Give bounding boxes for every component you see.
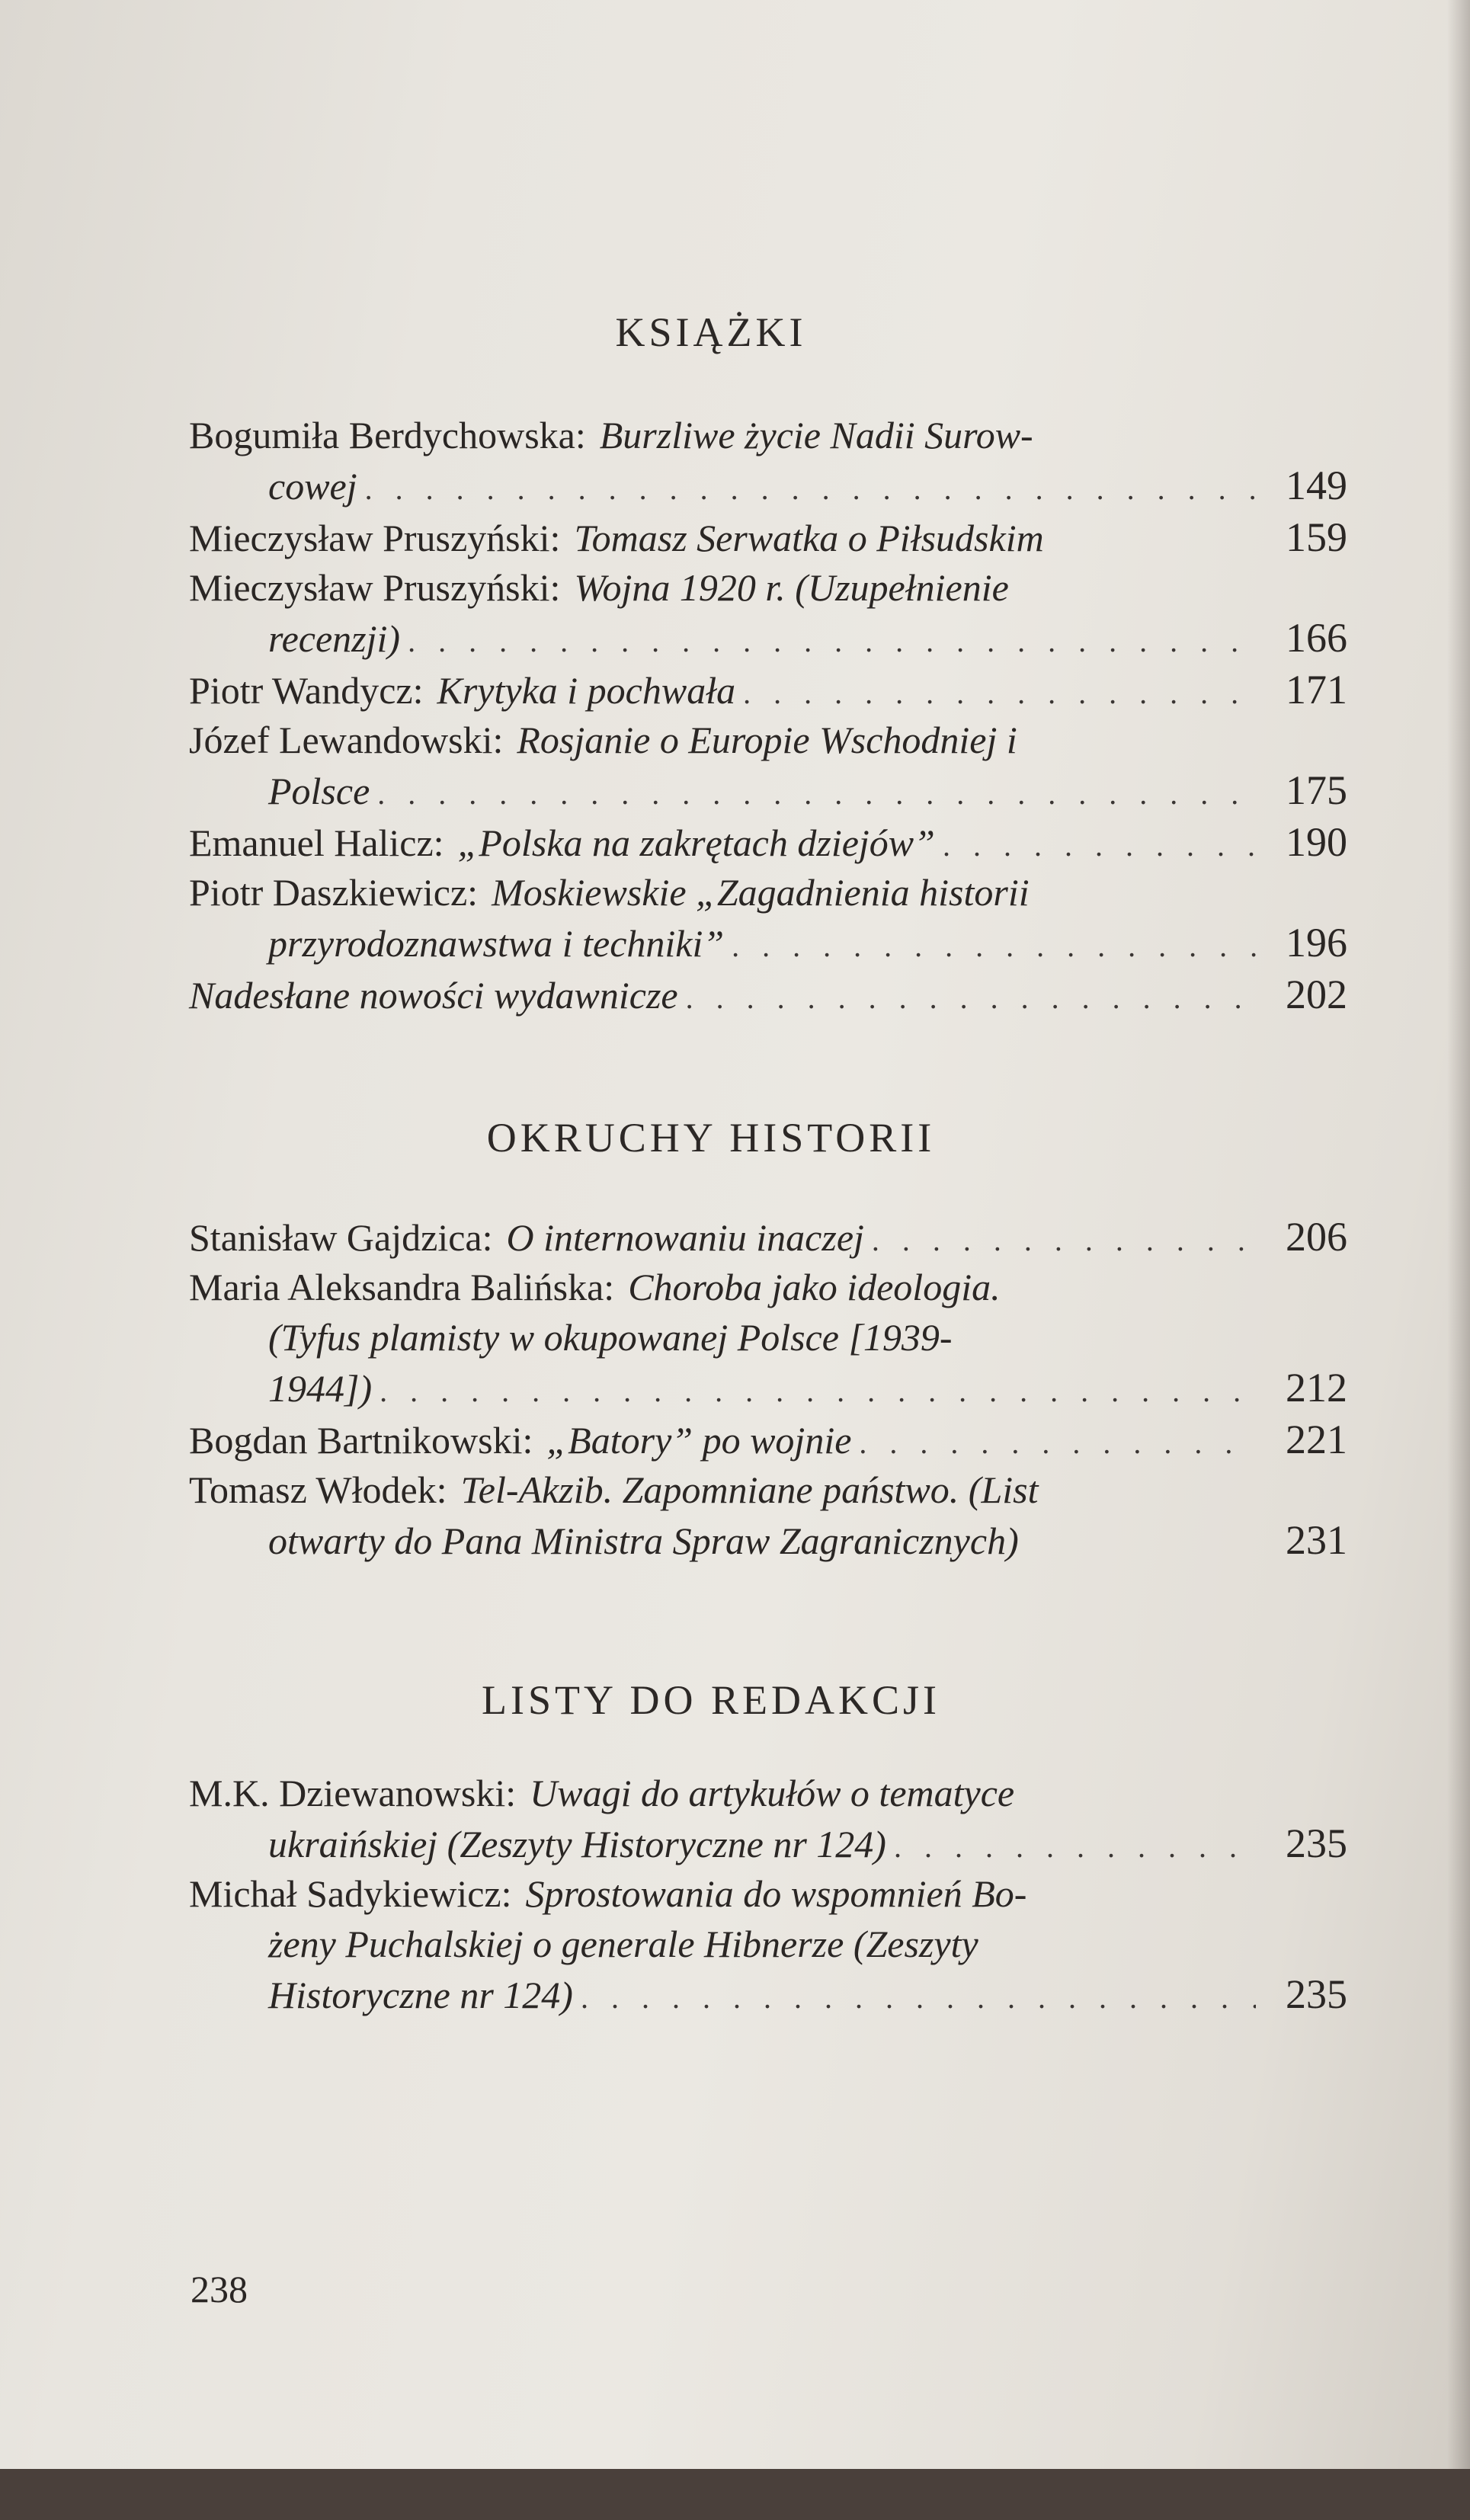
entry-page: 159 [1286,514,1347,560]
entry-page: 166 [1286,615,1347,661]
toc-entry [189,969,1347,1023]
toc-entry [189,817,1347,871]
entry-author: Maria Aleksandra Balińska: [189,1266,615,1308]
section-heading-listy-do-redakcji: LISTY DO REDAKCJI [482,1677,940,1723]
entry-page: 206 [1286,1214,1347,1260]
toc-entry [189,410,1347,514]
entry-title-cont: 1944]) [268,1367,373,1410]
toc-entry [189,664,1347,719]
dot-leader [686,973,1256,1023]
dot-leader [943,821,1256,871]
page-number: 238 [191,2268,248,2310]
dot-leader [408,616,1256,667]
entry-title: „Batory” po wojnie [546,1419,852,1462]
entry-title: O internowaniu inaczej [506,1216,864,1259]
entry-author: M.K. Dziewanowski: [189,1772,517,1814]
entry-author: Tomasz Włodek: [189,1468,447,1511]
entry-page: 149 [1286,463,1347,508]
entry-title: Tomasz Serwatka o Piłsudskim [574,517,1044,559]
entry-page: 221 [1286,1417,1347,1462]
toc-entry [189,512,1347,563]
entry-author: Piotr Wandycz: [189,669,424,712]
toc-entry [189,715,1347,819]
entry-title: Choroba jako ideologia. [628,1266,1001,1308]
entry-page: 175 [1286,767,1347,813]
toc-entry [189,1465,1347,1566]
entry-title: Sprostowania do wspomnień Bo- [525,1872,1027,1915]
toc-entry [189,562,1347,667]
entry-title-cont: otwarty do Pana Ministra Spraw Zagranicznych) [268,1519,1019,1562]
entry-title: Burzliwe życie Nadii Surow- [599,414,1033,456]
entry-page: 235 [1286,1971,1347,2017]
entry-title-cont: Historyczne nr 124) [268,1974,573,2016]
entry-page: 202 [1286,972,1347,1017]
entry-title-cont: recenzji) [268,617,401,660]
toc-entry [189,1868,1347,2023]
table-surface [0,2469,1470,2520]
dot-leader [365,464,1256,514]
entry-title-cont: Polsce [268,770,370,812]
entry-author: Piotr Daszkiewicz: [189,871,479,914]
entry-title: Moskiewskie „Zagadnienia historii [492,871,1030,914]
entry-page: 235 [1286,1820,1347,1866]
entry-page: 212 [1286,1365,1347,1410]
entry-title: Wojna 1920 r. (Uzupełnienie [574,566,1009,609]
entry-title-cont: przyrodoznawstwa i techniki” [268,922,725,965]
entry-title: Krytyka i pochwała [437,669,736,712]
entry-title: Rosjanie o Europie Wschodniej i [517,719,1017,761]
entry-title-cont: (Tyfus plamisty w okupowanej Polsce [1939- [268,1316,953,1359]
entry-author: Józef Lewandowski: [189,719,504,761]
dot-leader [743,668,1256,719]
entry-page: 190 [1286,819,1347,865]
section-heading-ksiazki: KSIĄŻKI [615,309,807,355]
toc-entry [189,867,1347,972]
toc-entry [189,1414,1347,1468]
entry-title: Uwagi do artykułów o tematyce [530,1772,1015,1814]
toc-entry [189,1768,1347,1872]
dot-leader [732,921,1256,972]
entry-author: Stanisław Gajdzica: [189,1216,493,1259]
entry-author: Mieczysław Pruszyński: [189,566,561,609]
entry-author: Bogumiła Berdychowska: [189,414,586,456]
entry-title: „Polska na zakrętach dziejów” [457,821,935,864]
entry-author: Bogdan Bartnikowski: [189,1419,533,1462]
dot-leader [380,1366,1256,1417]
toc-entry [189,1262,1347,1417]
dot-leader [859,1418,1256,1468]
entry-page: 231 [1286,1517,1347,1563]
dot-leader [377,769,1256,819]
dot-leader [581,1973,1256,2023]
section-heading-okruchy-historii: OKRUCHY HISTORII [486,1115,936,1161]
entry-author: Michał Sadykiewicz: [189,1872,512,1915]
entry-title: Nadesłane nowości wydawnicze [189,974,678,1017]
toc-entry [189,1212,1347,1266]
entry-page: 171 [1286,667,1347,712]
entry-title: Tel-Akzib. Zapomniane państwo. (List [460,1468,1039,1511]
dot-leader [894,1822,1256,1872]
entry-title-cont: ukraińskiej (Zeszyty Historyczne nr 124) [268,1823,886,1865]
entry-title-cont: żeny Puchalskiej o generale Hibnerze (Zeszyty [268,1923,978,1965]
entry-page: 196 [1286,920,1347,965]
entry-author: Emanuel Halicz: [189,821,444,864]
entry-author: Mieczysław Pruszyński: [189,517,561,559]
entry-title-cont: cowej [268,465,357,508]
dot-leader [872,1215,1256,1266]
